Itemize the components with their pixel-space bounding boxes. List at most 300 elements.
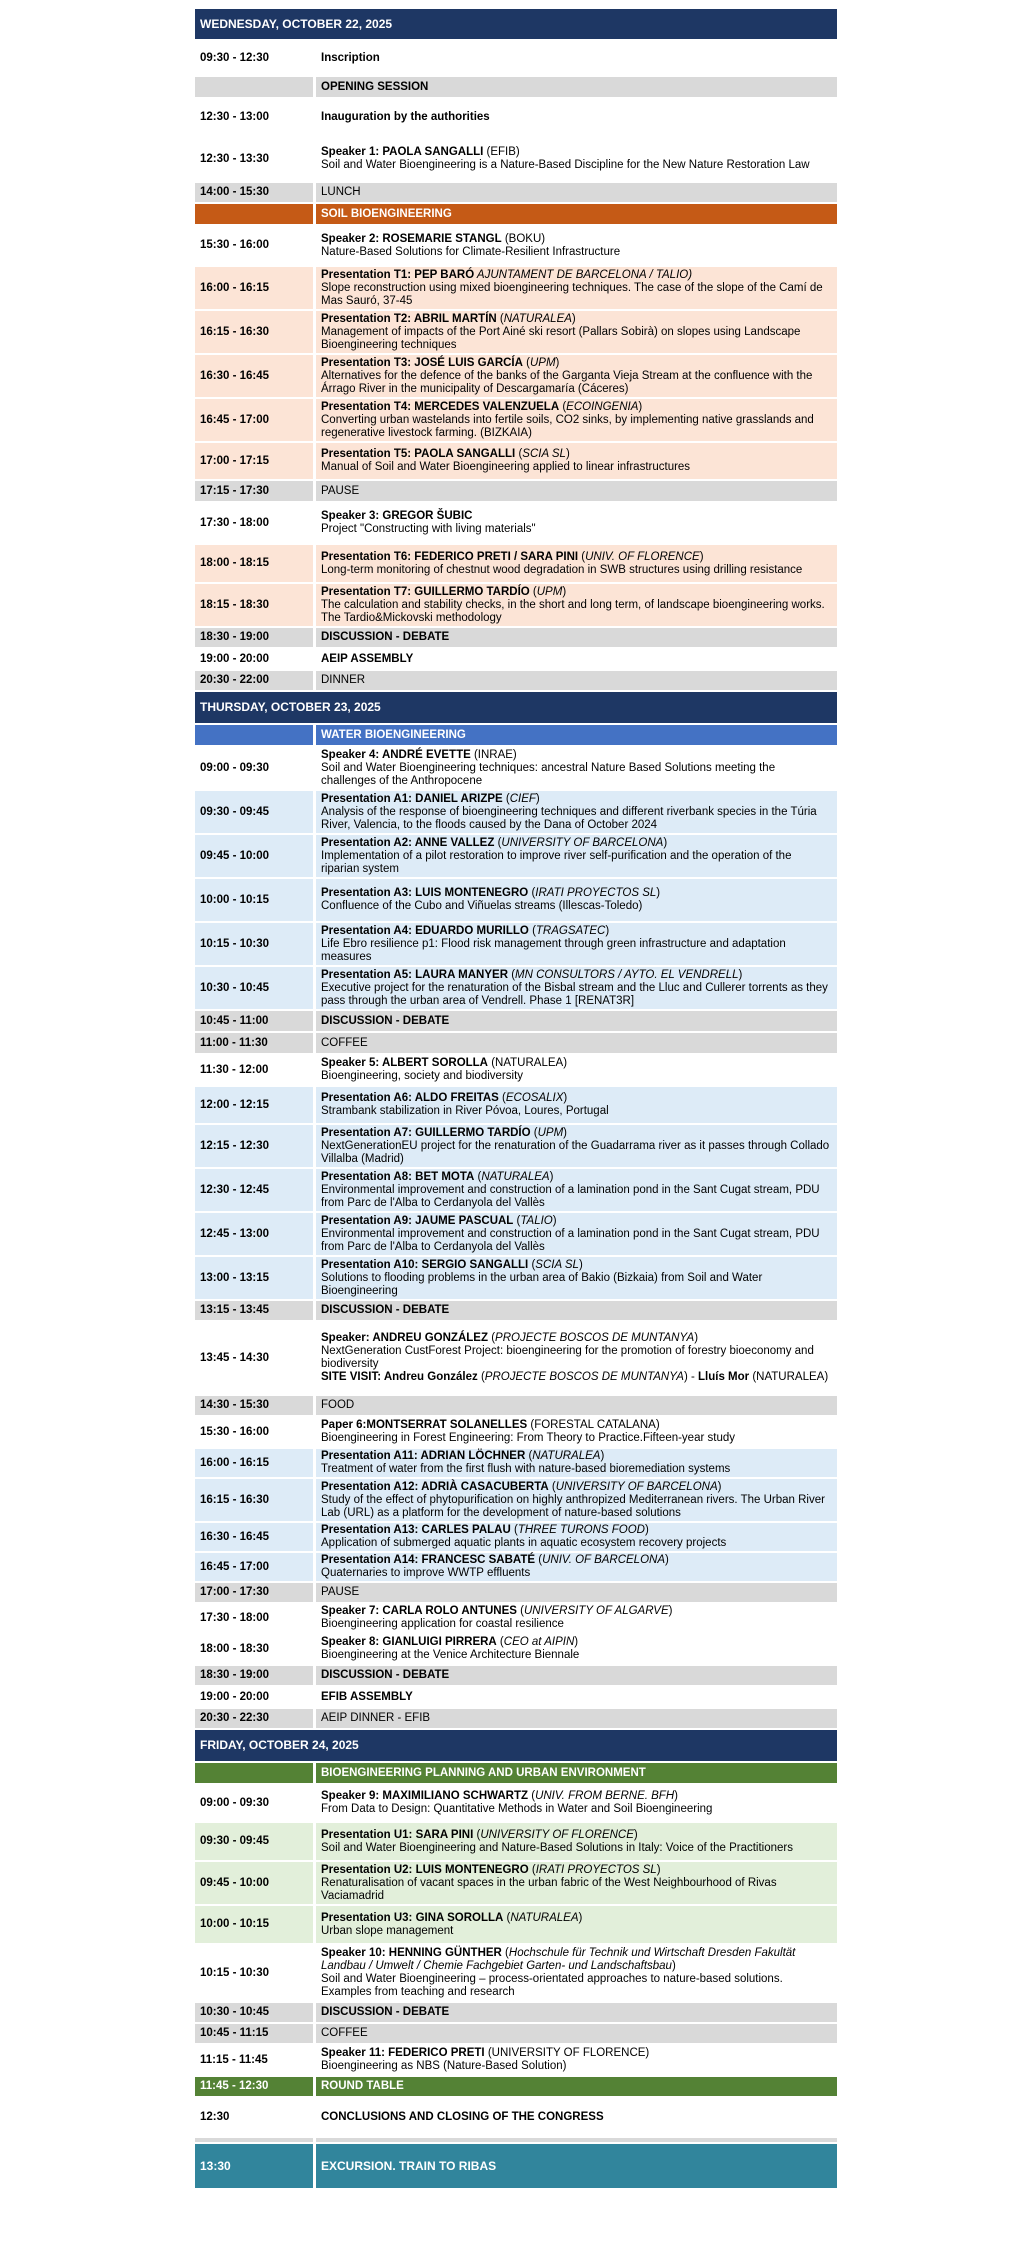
affiliation: UPM	[536, 585, 563, 598]
session-line	[321, 81, 832, 94]
session-text: (	[530, 1126, 538, 1139]
session-title: Presentation T4: MERCEDES VALENZUELA	[321, 400, 560, 413]
session-text: Treatment of water from the first flush with nature-based bioremediation systems	[321, 1463, 731, 1475]
session-content	[316, 2003, 837, 2022]
schedule-row	[195, 2045, 837, 2075]
session-text: (	[473, 1828, 481, 1841]
session-line	[321, 2160, 832, 2173]
session-title: Presentation T7: GUILLERMO TARDÍO	[321, 585, 530, 598]
session-text: Alternatives for the defence of the banks of the Garganta Vieja Stream at the confluence with the Árrago River in the municipality of Descargamaría (Cáceres)	[321, 369, 813, 395]
session-content	[316, 879, 837, 921]
session-text: Management of impacts of the Port Ainé ski resort (Pallars Sobirà) on slopes using Landscape Bioengineering techniques	[321, 325, 801, 351]
session-line	[321, 1371, 832, 1384]
session-title: Presentation U3: GINA SOROLLA	[321, 1911, 504, 1924]
session-text: )	[552, 1214, 557, 1227]
time-slot: 10:00 - 10:15	[195, 1906, 313, 1943]
schedule-row	[195, 1785, 837, 1821]
session-line	[321, 599, 832, 625]
session-line	[321, 1184, 832, 1210]
schedule-row	[195, 1906, 837, 1943]
session-text: )	[535, 792, 540, 805]
session-text: (	[559, 400, 567, 413]
session-content	[316, 835, 837, 877]
session-line	[321, 1554, 832, 1567]
session-content	[316, 1322, 837, 1394]
schedule-row	[195, 311, 837, 353]
session-line	[321, 551, 832, 564]
session-line	[321, 485, 832, 498]
schedule-row	[195, 1583, 837, 1602]
session-content	[316, 923, 837, 965]
session-text: COFFEE	[321, 2027, 368, 2039]
session-text: Quaternaries to improve WWTP effluents	[321, 1567, 531, 1579]
day-header	[195, 692, 837, 723]
schedule-row	[195, 1523, 837, 1551]
session-content	[316, 2045, 837, 2075]
session-line	[321, 1877, 832, 1903]
session-title: Speaker: ANDREU GONZÁLEZ	[321, 1332, 488, 1344]
session-content	[316, 1087, 837, 1123]
schedule-row	[195, 1823, 837, 1860]
schedule-row	[195, 1396, 837, 1415]
schedule-row	[195, 77, 837, 97]
session-title: Presentation T6: FEDERICO PRETI / SARA PINI	[321, 550, 579, 563]
session-line	[321, 1790, 832, 1803]
session-text: Renaturalisation of vacant spaces in the urban fabric of the West Neighbourhood of Rivas Vaciamadrid	[321, 1876, 777, 1902]
session-text: FOOD	[321, 1399, 355, 1411]
time-slot: 18:00 - 18:15	[195, 545, 313, 582]
session-text: Implementation of a pilot restoration to improve river self-purification and the operation of the riparian system	[321, 849, 792, 875]
session-line	[321, 313, 832, 326]
time-slot: 14:30 - 15:30	[195, 1396, 313, 1415]
time-slot: 11:00 - 11:30	[195, 1033, 313, 1053]
session-content	[316, 399, 837, 441]
session-text: (	[502, 792, 510, 805]
session-text: Nature-Based Solutions for Climate-Resilient Infrastructure	[321, 245, 621, 258]
session-line	[321, 1494, 832, 1520]
time-slot: 17:15 - 17:30	[195, 481, 313, 501]
session-title: Presentation T5: PAOLA SANGALLI	[321, 448, 516, 460]
session-text: DINNER	[321, 674, 366, 686]
session-text: )	[571, 312, 576, 325]
session-line	[321, 1767, 832, 1780]
schedule-row	[195, 1687, 837, 1707]
session-text: PAUSE	[321, 484, 360, 497]
session-title: DISCUSSION - DEBATE	[321, 1304, 450, 1316]
schedule-row	[195, 1945, 837, 2001]
schedule-row	[195, 226, 837, 265]
session-line	[321, 1912, 832, 1925]
session-text: Bioengineering application for coastal resilience	[321, 1618, 564, 1630]
session-content	[316, 1553, 837, 1581]
session-text: Study of the effect of phytopurification on highly anthropized Mediterranean rivers. The Urban River Lab (URL) as a platform for the development of nature-based solutions	[321, 1493, 825, 1519]
day-title: THURSDAY, OCTOBER 23, 2025	[200, 700, 381, 714]
affiliation: THREE TURONS FOOD	[517, 1524, 645, 1536]
schedule-row	[195, 2098, 837, 2136]
session-content	[316, 1583, 837, 1602]
session-title: DISCUSSION - DEBATE	[321, 1669, 450, 1681]
session-text: )	[668, 1605, 673, 1617]
schedule-row	[195, 671, 837, 690]
session-line	[321, 523, 832, 536]
session-content	[316, 1396, 837, 1415]
session-text: (	[522, 356, 530, 369]
session-title: Presentation A12: ADRIÀ CASACUBERTA	[321, 1480, 549, 1493]
session-text: NextGenerationEU project for the renaturation of the Guadarrama river as it passes through Collado Villalba (Madrid)	[321, 1139, 830, 1165]
section-header	[195, 725, 837, 745]
time-slot: 12:45 - 13:00	[195, 1213, 313, 1255]
session-text: Soil and Water Bioengineering – process-orientated approaches to nature-based solutions. Examples from teaching and research	[321, 1973, 783, 1998]
session-line	[321, 1864, 832, 1877]
session-line	[321, 2047, 832, 2060]
affiliation: ECOSALIX	[505, 1092, 564, 1104]
session-line	[321, 146, 832, 159]
session-title: Speaker 4: ANDRÉ EVETTE	[321, 748, 471, 761]
time-slot: 09:45 - 10:00	[195, 835, 313, 877]
session-title: Paper 6:MONTSERRAT SOLANELLES	[321, 1419, 528, 1431]
time-slot: 12:30 - 13:00	[195, 99, 313, 135]
schedule-row	[195, 503, 837, 543]
session-content	[316, 2077, 837, 2096]
section-header	[195, 2077, 837, 2096]
affiliation: SCIA SL	[522, 448, 566, 460]
schedule-row	[195, 1479, 837, 1521]
session-content	[316, 1785, 837, 1821]
schedule-row	[195, 1055, 837, 1085]
schedule-row	[195, 183, 837, 202]
schedule-row	[195, 1033, 837, 1053]
schedule-row	[195, 267, 837, 309]
time-slot: 13:15 - 13:45	[195, 1301, 313, 1320]
session-text: BIOENGINEERING PLANNING AND URBAN ENVIRONMENT	[321, 1766, 646, 1779]
session-text: Strambank stabilization in River Póvoa, Loures, Portugal	[321, 1105, 609, 1117]
affiliation: CEO at AIPIN	[503, 1636, 575, 1648]
session-title: DISCUSSION - DEBATE	[321, 1014, 450, 1027]
affiliation: MN CONSULTORS / AYTO. EL VENDRELL	[515, 968, 739, 981]
session-text: (	[525, 1450, 533, 1462]
session-title: Speaker 3: GREGOR ŠUBIC	[321, 510, 473, 522]
session-text: Analysis of the response of bioengineering techniques and different riverbank species in the Túria River, Valencia, to the floods caused by the Dana of October 2024	[321, 805, 817, 831]
session-title: Presentation A1: DANIEL ARIZPE	[321, 792, 503, 805]
time-slot: 10:15 - 10:30	[195, 923, 313, 965]
session-text: (	[513, 1214, 521, 1227]
session-content	[316, 1011, 837, 1031]
time-slot: 14:00 - 15:30	[195, 183, 313, 202]
session-text: )	[565, 448, 570, 460]
session-content	[316, 137, 837, 181]
session-content	[316, 2144, 837, 2188]
day-header	[195, 1730, 837, 1761]
session-title: Speaker 8: GIANLUIGI PIRRERA	[321, 1636, 497, 1648]
schedule-row	[195, 649, 837, 669]
time-slot: 12:30 - 13:30	[195, 137, 313, 181]
session-text: )	[638, 400, 643, 413]
schedule-row	[195, 2138, 837, 2142]
session-line	[321, 850, 832, 876]
session-line	[321, 1127, 832, 1140]
congress-programme	[195, 9, 837, 2190]
session-text: (	[498, 1092, 506, 1104]
session-content	[316, 1257, 837, 1299]
session-line	[321, 1419, 832, 1432]
session-text: (	[528, 1790, 536, 1802]
session-text: )	[633, 1828, 638, 1841]
session-title: Presentation T1: PEP BARÓ	[321, 268, 475, 281]
session-content	[316, 1055, 837, 1085]
session-content	[316, 545, 837, 582]
day-title: FRIDAY, OCTOBER 24, 2025	[200, 1738, 359, 1752]
affiliation: PROJECTE BOSCOS DE MUNTANYA	[484, 1371, 684, 1383]
time-slot: 13:30	[195, 2144, 313, 2188]
session-content	[316, 1033, 837, 1053]
session-content	[316, 204, 837, 224]
section-header	[195, 2144, 837, 2188]
session-line	[321, 586, 832, 599]
session-content	[316, 791, 837, 833]
session-line	[321, 1842, 832, 1855]
session-line	[321, 1070, 832, 1083]
time-slot: 12:30 - 12:45	[195, 1169, 313, 1211]
session-text: )	[699, 550, 704, 563]
session-content	[316, 671, 837, 690]
schedule-row	[195, 879, 837, 921]
session-line	[321, 1586, 832, 1599]
session-text: )	[671, 1960, 676, 1972]
session-text: (	[578, 550, 586, 563]
affiliation: UNIV. OF BARCELONA	[542, 1554, 665, 1566]
session-text: (INRAE)	[470, 748, 517, 761]
day-header	[195, 9, 837, 39]
session-line	[321, 2111, 832, 2124]
session-title: Presentation A7: GUILLERMO TARDÍO	[321, 1126, 531, 1139]
session-line	[321, 837, 832, 850]
session-title: Lluís Mor	[698, 1371, 750, 1383]
time-slot: 09:30 - 09:45	[195, 1823, 313, 1860]
affiliation: IRATI PROYECTOS SL	[535, 887, 657, 899]
time-slot	[195, 204, 313, 224]
session-text: Bioengineering as NBS (Nature-Based Solution)	[321, 2060, 567, 2072]
time-slot: 10:30 - 10:45	[195, 967, 313, 1009]
time-slot: 18:00 - 18:30	[195, 1634, 313, 1664]
session-text: )	[738, 968, 743, 981]
time-slot: 10:45 - 11:15	[195, 2024, 313, 2043]
session-content	[316, 967, 837, 1009]
time-slot	[195, 2138, 313, 2142]
session-text: (	[508, 968, 516, 981]
session-text: Solutions to flooding problems in the urban area of Bakio (Bizkaia) from Soil and Water Bioengineering	[321, 1271, 763, 1297]
affiliation: TALIO	[520, 1214, 553, 1227]
session-text: Bioengineering at the Venice Architecture Biennale	[321, 1649, 580, 1661]
session-text: )	[578, 1911, 583, 1924]
session-content	[316, 1479, 837, 1521]
schedule-row	[195, 1213, 837, 1255]
affiliation: UPM	[537, 1126, 564, 1139]
session-title: Speaker 2: ROSEMARIE STANGL	[321, 232, 502, 245]
session-line	[321, 887, 832, 900]
session-line	[321, 1537, 832, 1550]
affiliation: UPM	[529, 356, 556, 369]
session-line	[321, 982, 832, 1008]
session-text: )	[665, 1554, 669, 1566]
time-slot: 12:30	[195, 2098, 313, 2136]
time-slot: 11:30 - 12:00	[195, 1055, 313, 1085]
time-slot: 10:00 - 10:15	[195, 879, 313, 921]
schedule-row	[195, 1125, 837, 1167]
session-line	[321, 1399, 832, 1412]
session-line	[321, 1463, 832, 1476]
schedule-row	[195, 355, 837, 397]
session-line	[321, 52, 832, 65]
time-slot: 15:30 - 16:00	[195, 1417, 313, 1447]
time-slot: 17:30 - 18:00	[195, 1604, 313, 1632]
time-slot: 16:00 - 16:15	[195, 1449, 313, 1477]
session-line	[321, 414, 832, 440]
affiliation: SCIA SL	[535, 1258, 579, 1271]
affiliation: AJUNTAMENT DE BARCELONA / TALIO)	[474, 268, 693, 281]
affiliation: UNIVERSITY OF FLORENCE	[480, 1828, 634, 1841]
time-slot: 16:00 - 16:15	[195, 267, 313, 309]
session-content	[316, 1449, 837, 1477]
schedule-row	[195, 1301, 837, 1320]
session-line	[321, 2080, 832, 2093]
session-line	[321, 233, 832, 246]
time-slot: 20:30 - 22:00	[195, 671, 313, 690]
session-content	[316, 1634, 837, 1664]
session-content	[316, 1862, 837, 1904]
time-slot: 09:30 - 12:30	[195, 41, 313, 75]
session-line	[321, 159, 832, 172]
session-title: DISCUSSION - DEBATE	[321, 631, 450, 643]
session-content	[316, 2098, 837, 2136]
session-content	[316, 1301, 837, 1320]
session-text: (	[528, 1863, 536, 1876]
time-slot: 09:00 - 09:30	[195, 1785, 313, 1821]
session-text: (	[528, 924, 536, 937]
time-slot	[195, 77, 313, 97]
session-content	[316, 1213, 837, 1255]
session-line	[321, 653, 832, 666]
session-title: Presentation A2: ANNE VALLEZ	[321, 836, 495, 849]
session-content	[316, 1523, 837, 1551]
session-line	[321, 246, 832, 259]
time-slot: 17:00 - 17:30	[195, 1583, 313, 1602]
session-content	[316, 41, 837, 75]
schedule-row	[195, 1169, 837, 1211]
schedule-row	[195, 1449, 837, 1477]
session-line	[321, 282, 832, 308]
session-content	[316, 1945, 837, 2001]
time-slot: 18:30 - 19:00	[195, 628, 313, 647]
schedule-row	[195, 443, 837, 479]
session-title: Speaker 10: HENNING GÜNTHER	[321, 1947, 502, 1959]
session-title: Speaker 1: PAOLA SANGALLI	[321, 146, 484, 158]
session-line	[321, 208, 832, 221]
session-content	[316, 1709, 837, 1728]
session-line	[321, 674, 832, 687]
session-text: AEIP DINNER - EFIB	[321, 1712, 431, 1724]
session-text: )	[574, 1636, 579, 1648]
affiliation: UNIV. OF FLORENCE	[585, 550, 700, 563]
session-content	[316, 1125, 837, 1167]
affiliation: NATURALEA	[503, 312, 572, 325]
session-line	[321, 269, 832, 282]
schedule-row	[195, 2024, 837, 2043]
session-line	[321, 1140, 832, 1166]
schedule-row	[195, 1087, 837, 1123]
session-title: SITE VISIT: Andreu González	[321, 1371, 478, 1383]
session-text: )	[563, 1092, 568, 1104]
session-text: NextGeneration CustForest Project: bioengineering for the promotion of forestry bioeconomy and biodiversity	[321, 1345, 814, 1370]
section-header	[195, 204, 837, 224]
session-title: Presentation A8: BET MOTA	[321, 1170, 475, 1183]
session-line	[321, 401, 832, 414]
schedule-row	[195, 1709, 837, 1728]
schedule-row	[195, 584, 837, 626]
time-slot: 16:15 - 16:30	[195, 1479, 313, 1521]
schedule-row	[195, 1417, 837, 1447]
session-content	[316, 628, 837, 647]
session-text: (UNIVERSITY OF FLORENCE)	[484, 2047, 650, 2059]
affiliation: UNIV. FROM BERNE. BFH	[535, 1790, 675, 1802]
session-line	[321, 1524, 832, 1537]
schedule-row	[195, 99, 837, 135]
session-line	[321, 631, 832, 644]
session-title: Presentation A5: LAURA MANYER	[321, 968, 508, 981]
affiliation: NATURALEA	[510, 1911, 579, 1924]
session-content	[316, 1417, 837, 1447]
session-text: )	[605, 924, 610, 937]
session-text: (	[474, 1170, 482, 1183]
affiliation: NATURALEA	[481, 1170, 550, 1183]
session-text: (NATURALEA)	[749, 1371, 829, 1383]
session-line	[321, 510, 832, 523]
time-slot	[195, 1763, 313, 1783]
session-text: COFFEE	[321, 1036, 368, 1049]
time-slot: 10:30 - 10:45	[195, 2003, 313, 2022]
schedule-row	[195, 967, 837, 1009]
session-title: AEIP ASSEMBLY	[321, 652, 414, 665]
affiliation: NATURALEA	[532, 1450, 601, 1462]
session-line	[321, 1332, 832, 1345]
session-title: Presentation T2: ABRIL MARTÍN	[321, 312, 497, 325]
session-line	[321, 1015, 832, 1028]
time-slot: 15:30 - 16:00	[195, 226, 313, 265]
session-line	[321, 461, 832, 474]
session-line	[321, 1215, 832, 1228]
session-line	[321, 1304, 832, 1317]
session-text: (	[528, 1258, 536, 1271]
session-text: (BOKU)	[501, 232, 546, 245]
session-text: )	[674, 1790, 678, 1802]
session-text: (	[488, 1332, 496, 1344]
session-text: (NATURALEA)	[488, 1057, 568, 1069]
time-slot: 11:15 - 11:45	[195, 2045, 313, 2075]
time-slot: 20:30 - 22:30	[195, 1709, 313, 1728]
session-line	[321, 564, 832, 577]
schedule-row	[195, 628, 837, 647]
session-line	[321, 1691, 832, 1704]
session-content	[316, 1169, 837, 1211]
session-line	[321, 1432, 832, 1445]
time-slot: 13:45 - 14:30	[195, 1322, 313, 1394]
session-text: The calculation and stability checks, in the short and long term, of landscape bioengineering works. The Tardio&Mickovski methodology	[321, 598, 825, 624]
session-title: Presentation A3: LUIS MONTENEGRO	[321, 887, 529, 899]
schedule-row	[195, 1322, 837, 1394]
session-line	[321, 357, 832, 370]
session-line	[321, 186, 832, 199]
session-title: Speaker 7: CARLA ROLO ANTUNES	[321, 1605, 517, 1617]
session-text: (	[516, 1605, 524, 1617]
